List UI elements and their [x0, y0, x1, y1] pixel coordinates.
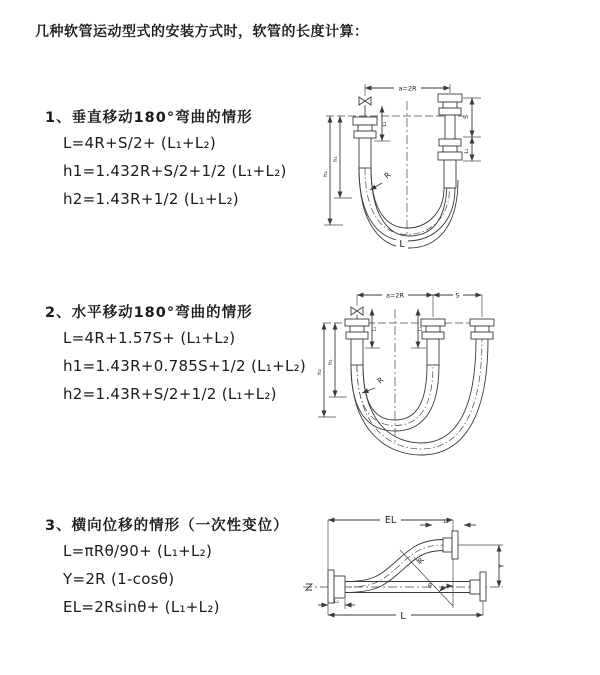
displaced-flange-fitting: [443, 531, 458, 559]
left-pipe-fitting: [345, 319, 369, 365]
section-1-formula-l: L=4R+S/2+ (L₁+L₂): [63, 134, 217, 152]
radius-label: R: [416, 556, 426, 566]
dim-l1-left-label: L₁: [382, 121, 388, 127]
dim-l-label: L: [400, 611, 406, 622]
section-3-formula-el: EL=2Rsinθ+ (L₁+L₂): [63, 598, 220, 616]
radius-label: R: [375, 375, 386, 386]
section-1-number: 1、: [45, 110, 72, 126]
dim-y-label: Y: [497, 563, 506, 569]
section-2-number: 2、: [45, 305, 72, 321]
length-label: L: [399, 239, 405, 250]
dim-l1-left-label: L₁: [333, 599, 340, 605]
dim-l1-right-label: L₁: [464, 148, 470, 154]
section-2-formula-l: L=4R+1.57S+ (L₁+L₂): [63, 329, 236, 347]
dim-h2-label: h₂: [323, 171, 329, 177]
radius-label: R: [382, 170, 393, 181]
section-1-title: 垂直移动180°弯曲的情形: [71, 110, 253, 126]
dim-h1-label: h₁: [328, 359, 334, 365]
hose-s-curve: [345, 540, 443, 582]
left-pipe-fitting: [353, 117, 377, 168]
section-3-formula-l: L=πRθ/90+ (L₁+L₂): [63, 542, 213, 560]
diagram-lateral-displacement: [293, 498, 600, 648]
section-1-heading: [45, 106, 253, 127]
section-1-formula-h1: h1=1.432R+S/2+1/2 (L₁+L₂): [63, 162, 287, 180]
center-pipe-fitting: [421, 319, 445, 365]
angle-theta-label: θ: [428, 583, 432, 590]
right-pipe-fitting: [438, 94, 462, 188]
section-2-heading: [45, 301, 253, 322]
diagram-horizontal-180-bend: [303, 281, 600, 471]
hose-outline: [351, 339, 488, 455]
dim-el-label: EL: [384, 515, 397, 526]
right-flange-fitting: [470, 572, 486, 601]
dim-a2r-label: a=2R: [398, 84, 417, 93]
dim-l1-top-label: L₁: [443, 519, 449, 525]
dim-h1-label: h₁: [333, 156, 339, 162]
moved-pipe-fitting: [470, 319, 494, 339]
page-title: 几种软管运动型式的安装方式时，软管的长度计算：: [35, 24, 369, 40]
section-2-formula-h2: h2=1.43R+S/2+1/2 (L₁+L₂): [63, 385, 277, 403]
dim-l1-left-label: L₁: [371, 326, 378, 332]
valve-icon: [351, 307, 363, 315]
dim-h2-label: h₂: [317, 369, 323, 375]
section-3-number: 3、: [45, 518, 72, 534]
section-3-formula-y: Y=2R (1-cosθ): [63, 570, 175, 588]
section-3-heading: [45, 514, 289, 535]
dim-s-label: S: [455, 291, 460, 300]
dim-s-label: S: [463, 115, 470, 119]
section-3-title: 横向位移的情形（一次性变位）: [71, 518, 289, 534]
valve-icon: [359, 97, 371, 105]
section-1-formula-h2: h2=1.43R+1/2 (L₁+L₂): [63, 190, 239, 208]
section-2-formula-h1: h1=1.43R+0.785S+1/2 (L₁+L₂): [63, 357, 307, 375]
dim-a2r-label: a=2R: [385, 291, 405, 300]
dim-l1-center-label: L₁: [417, 326, 424, 332]
diagram-vertical-180-bend: [303, 73, 600, 258]
section-2-title: 水平移动180°弯曲的情形: [71, 305, 253, 321]
